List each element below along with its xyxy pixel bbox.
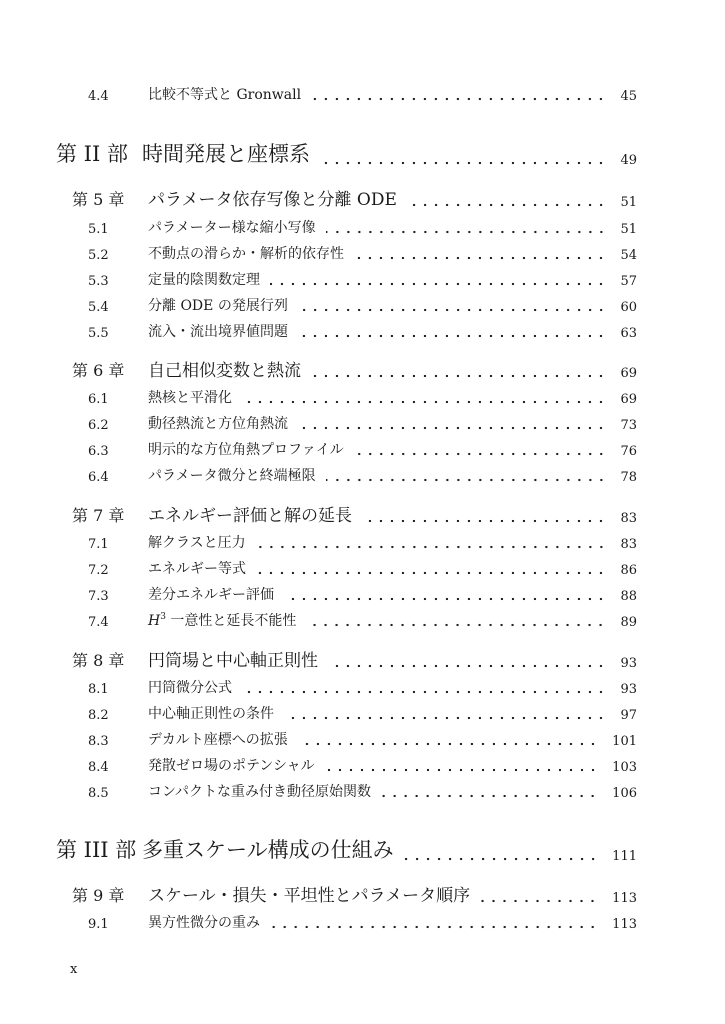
toc-section-row[interactable] [0,723,725,749]
toc-entry-number: 6.4 [88,470,109,485]
toc-entry-page-number: 69 [620,366,637,381]
dot-leader [381,794,598,798]
toc-entry-number: 7.4 [88,615,109,630]
toc-entry-page-number: 69 [620,392,637,407]
toc-section-row[interactable] [0,433,725,459]
dot-leader [284,597,606,601]
dot-leader [298,742,598,746]
toc-section-row[interactable] [0,263,725,289]
toc-entry-page-number: 101 [612,734,637,749]
dot-leader [242,690,606,694]
toc-entry-title: 解クラスと圧力 [148,535,246,551]
toc-entry-title: スケール・損失・平坦性とパラメータ順序 [148,886,471,906]
toc-entry-page-number: 76 [620,444,637,459]
dot-leader [311,97,606,101]
toc-entry-number: 第 6 章 [72,361,125,380]
toc-entry-number: 5.2 [88,248,109,263]
toc-entry-page-number: 83 [620,511,637,526]
toc-section-row[interactable] [0,407,725,433]
toc-entry-title: 円筒場と中心軸正則性 [148,651,318,671]
toc-part-row[interactable] [0,142,725,168]
toc-entry-title: 自己相似変数と熱流 [148,361,301,381]
toc-entry-number: 9.1 [88,917,109,932]
toc-entry-title: 熱核と平滑化 [148,390,232,406]
toc-entry-number: 7.3 [88,589,109,604]
dot-leader [270,925,598,929]
toc-entry-number: 第 5 章 [72,190,125,209]
toc-entry-title: 多重スケール構成の仕組み [142,838,394,862]
dot-leader [328,664,606,668]
dot-leader [404,857,599,861]
page-folio: x [70,962,78,977]
toc-entry-title: 発散ゼロ場のポテンシャル [148,758,315,774]
dot-leader [326,230,607,234]
toc-entry-number: 5.4 [88,300,109,315]
toc-entry-page-number: 103 [612,760,637,775]
toc-entry-number: 第 7 章 [72,506,125,525]
toc-section-row[interactable] [0,749,725,775]
toc-entry-number: 6.3 [88,444,109,459]
dot-leader [362,519,606,523]
toc-entry-page-number: 83 [620,537,637,552]
toc-entry-title-text: 一意性と延長不能性 [165,613,297,629]
toc-section-row[interactable] [0,211,725,237]
dot-leader [311,374,606,378]
toc-section-row[interactable] [0,775,725,801]
toc-entry-page-number: 93 [620,656,637,671]
dot-leader [306,623,606,627]
toc-chapter-row[interactable] [0,184,725,210]
toc-section-row[interactable] [0,697,725,723]
toc-entry-page-number: 111 [612,849,637,864]
toc-entry-title: パラメータ微分と終端極限 [148,468,316,484]
toc-entry-title: 分離 ODE の発展行列 [148,298,288,314]
toc-entry-page-number: 113 [612,891,637,906]
toc-entry-title: 流入・流出境界値問題 [148,324,288,340]
toc-entry-page-number: 93 [620,682,637,697]
toc-entry-number: 6.2 [88,418,109,433]
toc-entry-title: 異方性微分の重み [148,915,260,931]
toc-chapter-row[interactable] [0,880,725,906]
toc-entry-page-number: 86 [620,563,637,578]
toc-section-row[interactable] [0,671,725,697]
toc-entry-number: 8.2 [88,708,109,723]
dot-leader [298,308,607,312]
toc-section-row[interactable] [0,78,725,104]
math-superscript: 3 [160,612,166,622]
dot-leader [256,571,606,575]
toc-entry-page-number: 51 [620,222,637,237]
dot-leader [354,256,606,260]
toc-entry-page-number: 54 [620,248,637,263]
toc-entry-number: 8.1 [88,682,109,697]
toc-entry-title: 動径熱流と方位角熱流 [148,416,288,432]
dot-leader [326,478,607,482]
toc-entry-title: コンパクトな重み付き動径原始関数 [148,784,372,800]
dot-leader [298,426,606,430]
toc-section-row[interactable] [0,526,725,552]
toc-entry-title: 時間発展と座標系 [142,142,310,166]
toc-entry-title: エネルギー等式 [148,561,246,577]
dot-leader [284,716,606,720]
dot-leader [298,334,606,338]
toc-entry-page-number: 78 [620,470,637,485]
toc-section-row[interactable] [0,578,725,604]
toc-entry-number: 6.1 [88,392,109,407]
toc-entry-number: 8.5 [88,786,109,801]
toc-entry-number: 第 9 章 [72,886,125,905]
toc-entry-page-number: 89 [620,615,637,630]
toc-entry-page-number: 106 [612,786,637,801]
toc-entry-title [148,610,296,630]
toc-entry-title: 円筒微分公式 [148,680,232,696]
toc-entry-title: 中心軸正則性の条件 [148,706,274,722]
toc-section-row[interactable] [0,289,725,315]
toc-entry-title: パラメーター様な縮小写像 [148,220,316,236]
toc-entry-page-number: 63 [620,326,637,341]
toc-entry-page-number: 49 [620,153,637,168]
dot-leader [325,768,599,772]
dot-leader [242,400,606,404]
toc-section-row[interactable] [0,459,725,485]
toc-entry-title: 差分エネルギー評価 [148,587,274,603]
toc-entry-number: 5.5 [88,326,109,341]
toc-section-row[interactable] [0,604,725,630]
toc-chapter-row[interactable] [0,645,725,671]
toc-entry-page-number: 57 [620,274,637,289]
math-symbol: H [148,613,161,629]
toc-entry-title: 明示的な方位角熱プロファイル [148,442,344,458]
toc-entry-page-number: 97 [620,708,637,723]
toc-entry-number: 5.3 [88,274,109,289]
toc-entry-number: 第 8 章 [72,651,125,670]
toc-entry-title: 比較不等式と Gronwall [148,87,302,103]
toc-entry-title: パラメータ依存写像と分離 ODE [148,190,397,210]
toc-entry-title: 不動点の滑らか・解析的依存性 [148,246,344,262]
toc-entry-number: 5.1 [88,222,109,237]
toc-entry-title: 定量的陰関数定理 [148,272,260,288]
dot-leader [480,899,598,903]
dot-leader [256,545,607,549]
toc-entry-number: 第 III 部 [56,838,137,862]
dot-leader [407,203,607,207]
toc-section-row[interactable] [0,552,725,578]
toc-entry-number: 8.4 [88,760,109,775]
toc-entry-number: 8.3 [88,734,109,749]
toc-entry-number: 7.2 [88,563,109,578]
toc-entry-page-number: 60 [620,300,637,315]
toc-entry-page-number: 73 [620,418,637,433]
toc-entry-number: 4.4 [88,89,109,104]
toc-section-row[interactable] [0,906,725,932]
toc-entry-title: デカルト座標への拡張 [148,732,288,748]
toc-chapter-row[interactable] [0,355,725,381]
toc-entry-number: 第 II 部 [56,142,128,166]
toc-part-row[interactable] [0,838,725,864]
dot-leader [270,282,606,286]
toc-section-row[interactable] [0,237,725,263]
toc-entry-number: 7.1 [88,537,109,552]
toc-section-row[interactable] [0,315,725,341]
toc-entry-title: エネルギー評価と解の延長 [148,506,352,526]
toc-entry-page-number: 45 [620,89,637,104]
dot-leader [354,452,607,456]
dot-leader [320,161,606,165]
toc-entry-page-number: 88 [620,589,637,604]
toc-entry-page-number: 51 [620,195,637,210]
toc-chapter-row[interactable] [0,500,725,526]
toc-section-row[interactable] [0,381,725,407]
toc-entry-page-number: 113 [612,917,637,932]
